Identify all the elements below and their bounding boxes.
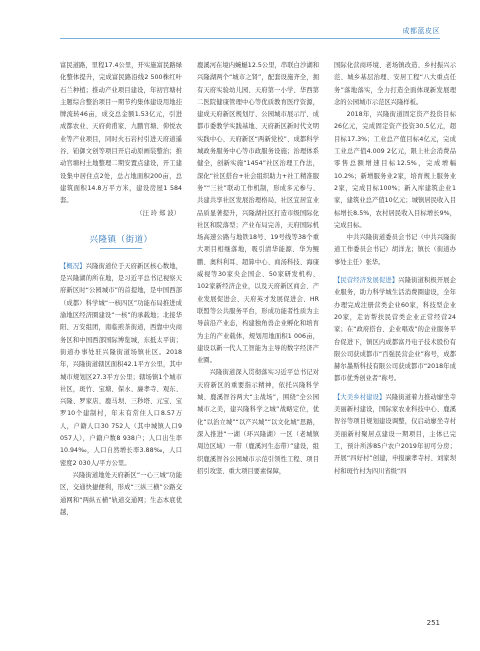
paragraph: 中共兴隆街道委员会书记（中共兴隆街道工作委员会书记）胡洋龙；镇长（街道办事处主任）张华。 (334, 234, 456, 266)
author-byline: （汪 玲 郑 波） (136, 209, 180, 217)
paragraph-tag: 【概况】 (60, 262, 86, 270)
column-2 (197, 60, 319, 600)
section-title-rule (100, 248, 142, 249)
column-3 (334, 60, 456, 600)
page-number: 251 (426, 619, 440, 627)
column-1 (60, 60, 182, 600)
paragraph: 兴隆街道深入贯彻落实习近平总书记对天府新区的重要指示精神，依托兴隆科学城、鹿溪智谷两大“主战场”，围绕“全公园城市之美，建兴隆科学之城”战略定位，优化“以治立城”“以产兴城”“以文化城”思路，深入推进“一湖（环兴隆湖）一区（老城镇周边区域）一带（鹿溪河生态带）”建设，组织鹿溪智谷公园城市示范引领性工程、项目招引攻坚、重大项目要素保障， (197, 369, 319, 475)
paragraph: 国际化营商环境、老场镇改造、乡村振兴示范、城乡基层治理、安居工程“八大重点任务”落地落实，全力打造全面体现新发展理念的公园城市示范区兴隆样板。 (334, 62, 456, 106)
paragraph: 兴隆街道地处天府新区“一心三城”功能区，交通快捷便利，形成“三纵三横”公路交通网和“两纵五横”轨道交通网；生态本底优越， (60, 471, 182, 516)
text-columns (60, 60, 456, 600)
section-title: 兴隆镇（街道） (89, 234, 153, 245)
paragraph-body: 兴隆街道着力推动廖坐寺美丽新村建设，国际家农业科技中心、鹿溪智谷等项目规划建设调整，仅启动廖坐寺村美丽新村聚居点建设一期项目，主体已完工，预计所涉85户农户2019年初可分房；开展“四好村”创建，申报廉孝寺村、刘家坝村和斑竹村为四川省级“四 (334, 393, 456, 475)
paragraph-tag: 【大美乡村建设】 (334, 393, 386, 401)
paragraph-body: 兴隆街道积极开展企业服务，助力科学城生活消费圈建设，全年办理完成注册营类企业60家，科技型企业20家，走访帮扶民营类企业正常经营24家；在“政府搭台、企业唱戏”的企业服务平台促进下，镇区内成都富丹电子技术股份有限公司获成都市“百强民营企业”称号，成都赫尔墨斯科技有限公司获成都市“2018年成都市优秀创业者”称号。 (334, 277, 456, 383)
paragraph-body: 兴隆街道位于天府新区核心数地，是兴隆湖的所在地，是习近平总书记视察天府新区时“公园城市”的首提地，是中国西部（成都）科学城“一核四区”功能布局推进成渝地区经济圈建设“一核”的承载地；北接华阳、万安组团，南临煎茶街道，西靠中央商务区和中国西部国际博览城，东抵太平街；街道办事处驻兴隆街道场镇社区。2018年，兴隆街道辖区面积42.1平方公里，其中城市规划区27.3平方公里；辖场镇1个城市社区，斑竹、宝塘、保水、廉孝寺、观东、兴隆、罗家店、鹿马坝、三秒塔、元宝、宝罗10个建制村，年末有常住人口8.57万人，户籍人口30 752人（其中城镇人口9 057人），户籍户数8 938户；人口出生率10.94‰，人口自然增长率3.88‰，人口密度2 030人/平方公里。 (60, 262, 182, 467)
paragraph-rural-construction (334, 392, 456, 478)
paragraph-overview (60, 261, 182, 470)
paragraph-tag: 【民营经济发展促进】 (334, 277, 399, 285)
paragraph: 富民道路，里程17.4公里，开实施富民路绿化整体提升，完成富民路沿线2 500株红叶石兰种植；推动产业项目建设，年初官塘村主题综合整治项目一期节约集体建设用地挂牌流转46亩，成交总金额1.53亿元，引进成都农业、天府荷甫家、九鹏官塘、仰悦农业等产业项目，同时火石岩村引进天府道遥谷、铂御文创等项目开启动原画装整治；推动官塘村土地整理二期安置点建设，开工建设集中居住点2处，总占地面积200亩，总建筑面积14.8万平方米，建设房屋1 584套。 (60, 62, 182, 205)
header-rule (60, 38, 440, 39)
section-header-label: 成都蓝皮区 (402, 27, 440, 35)
paragraph: 鹿溪河在境内蜿蜒12.5公里，串联白沙湖和兴隆湖两个“城市之肾”，配套设施齐全，拥有天府实验幼儿园、天府第一小学、华西第二医院健康管理中心等优质教育医疗资源，建成天府新区规划厅、公园城市展示厅、成都市委教学实践基地、天府新区新时代文明实践中心、天府新区“两新党校”、成都科学城政务服务中心等市政服务设施；治理体系健全，创新实施“1454”社区治理工作法，深化“社区搭台+社会组织助力+社工精准服务”“三社”联动工作机制，形成多元参与、共建共享社区发展治理格局，社区宜居宜业品质显著提升，兴隆湖社区打造市级国际化社区和院落型；产业布局完善，天府国际机场高速公路与地铁18号、19号线等38个重大项目相继落地，吸引清华能源、华为鲲鹏、奥科利耳、超算中心、商汤科技、海康威视等30家央企国企、50家研发机构、102家新经济企业，以及天府新区商会、产业发展促进会、天府英才发展促进会、HR联盟等公共服务平台，形成功能者性质为主导前沿产业态，构建独角兽企业孵化和培育为主的产业载体，规划用地面积1 006亩，建设以新一代人工智能为主导的数字经济产业圈。 (197, 62, 319, 365)
paragraph-private-economy (334, 275, 456, 386)
paragraph: 2018年，兴隆街道固定资产投资目标26亿元，完成固定资产投资30.5亿元，超目标17.3%；工业总产值目标4亿元，完成工业总产值4.009 2亿元，限上社会消费品零售总额增速目标12.5%，完成增幅10.2%；新增服务业2家，培育规上服务业2家，完成目标100%；新入库建筑企业1家，建筑业总产值10亿元；城镇居民收入目标增长8.5%，农村居民收入目标增长9%，完成目标。 (334, 111, 456, 229)
